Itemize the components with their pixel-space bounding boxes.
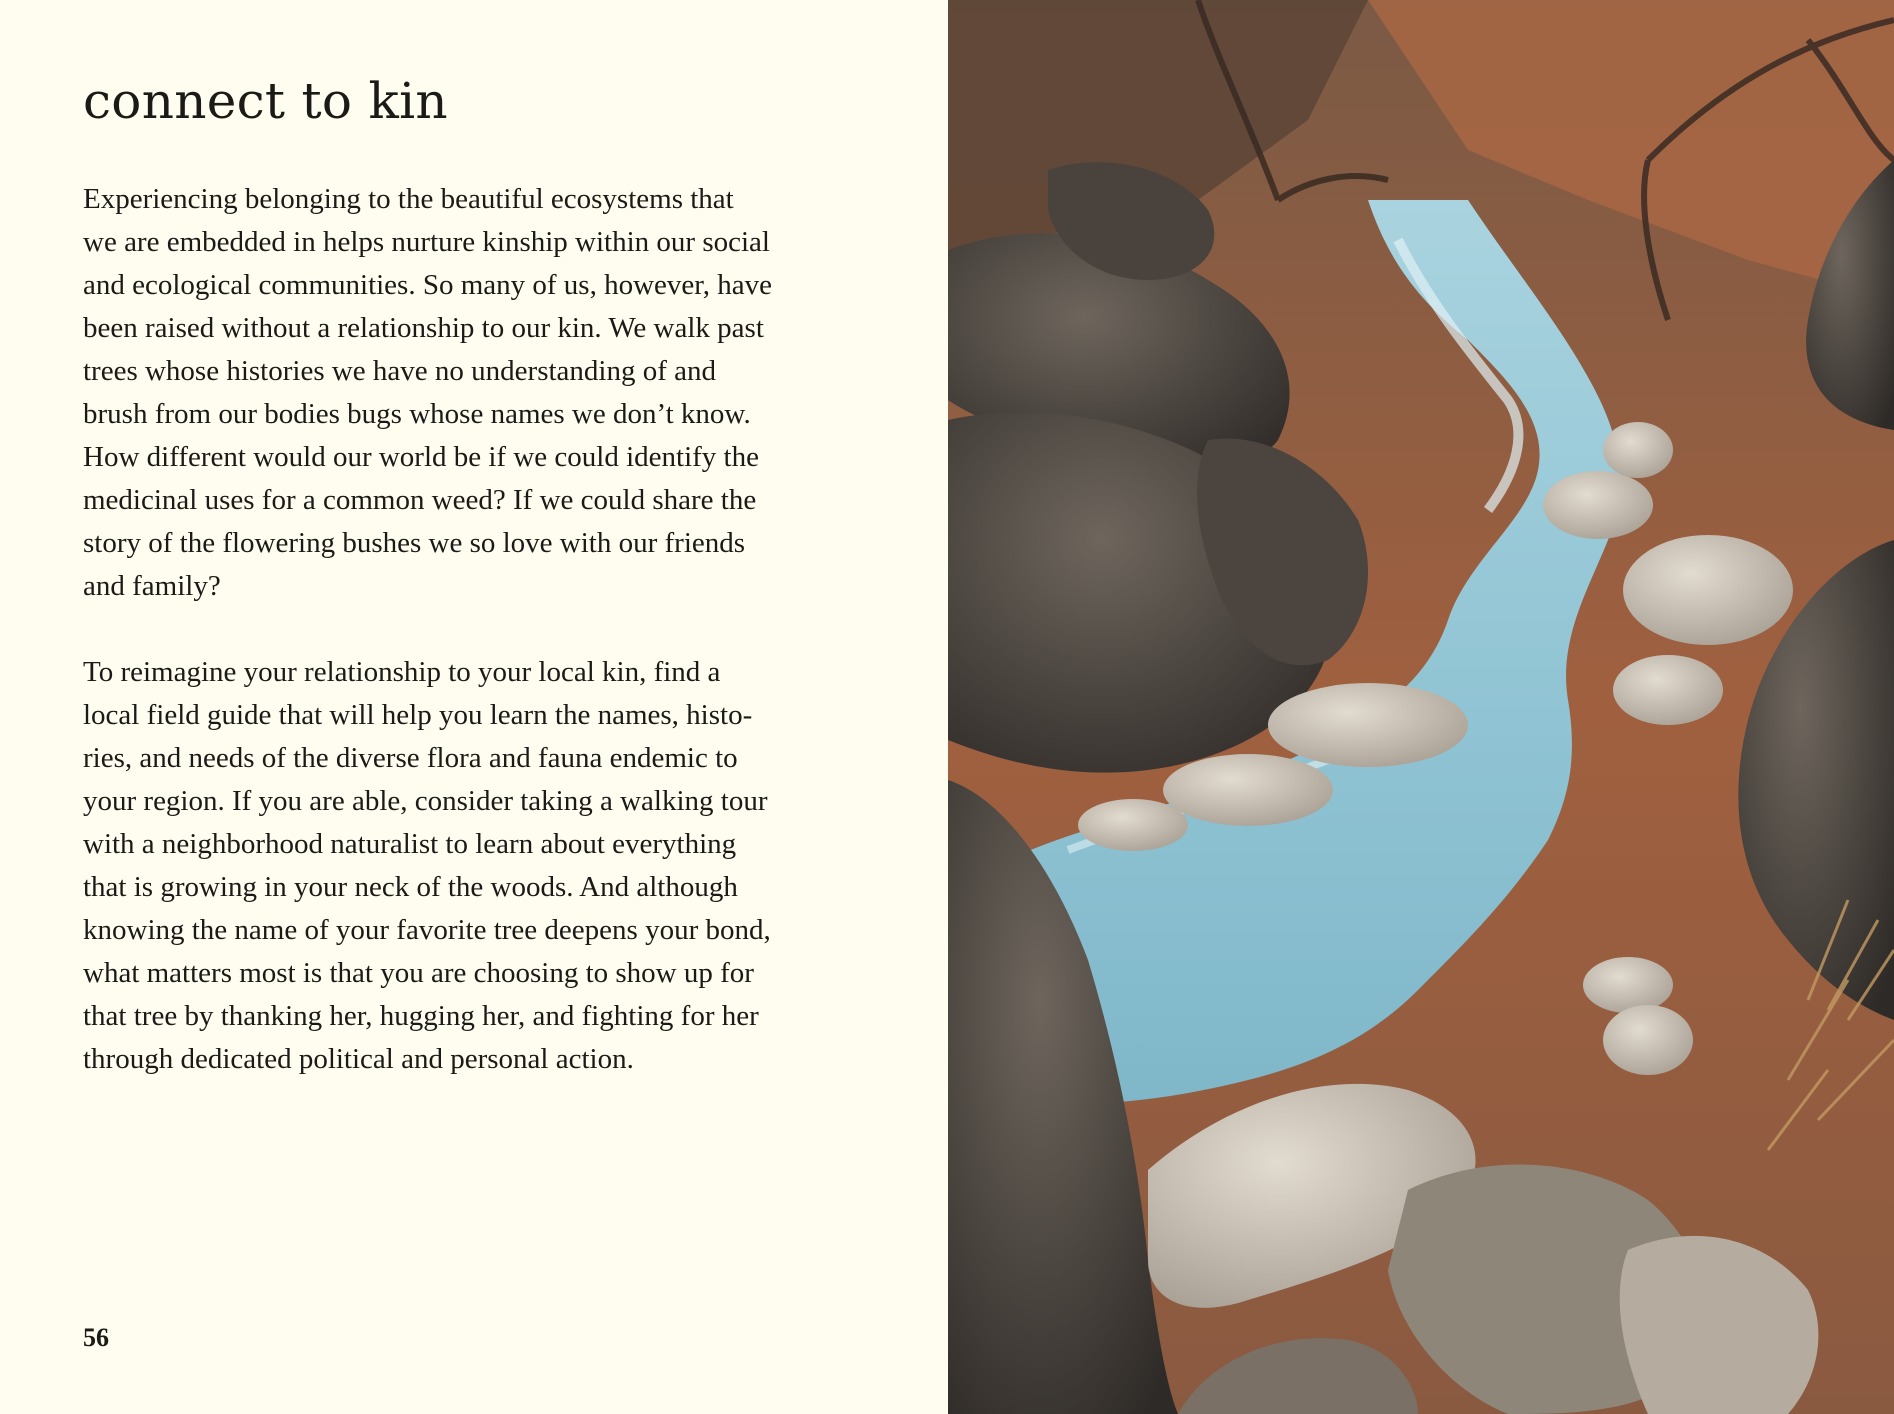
paragraph-2 [83, 651, 883, 1081]
stone [1623, 535, 1793, 645]
stone [1603, 422, 1673, 478]
text-line: brush from our bodies bugs whose names we don’t know. [83, 398, 751, 430]
stone [1583, 957, 1673, 1013]
stone [1613, 655, 1723, 725]
paragraph-1 [83, 178, 883, 608]
body-text [83, 178, 883, 1081]
text-line: that is growing in your neck of the woods. And although [83, 871, 738, 903]
text-line: To reimagine your relationship to your local kin, find a [83, 656, 721, 688]
text-line: that tree by thanking her, hugging her, and fighting for her [83, 1000, 759, 1032]
text-line: through dedicated political and personal action. [83, 1043, 634, 1075]
stone [1163, 754, 1333, 826]
text-line: ries, and needs of the diverse flora and fauna endemic to [83, 742, 738, 774]
text-line: your region. If you are able, consider taking a walking tour [83, 785, 768, 817]
page-title: connect to kin [83, 72, 448, 130]
text-line: knowing the name of your favorite tree deepens your bond, [83, 914, 771, 946]
text-line: we are embedded in helps nurture kinship within our social [83, 226, 770, 258]
river-photo [948, 0, 1894, 1414]
text-line: with a neighborhood naturalist to learn about everything [83, 828, 737, 860]
text-line: trees whose histories we have no understanding of and [83, 355, 717, 387]
text-line: local field guide that will help you learn the names, histo- [83, 699, 753, 731]
text-line: been raised without a relationship to our kin. We walk past [83, 312, 764, 344]
stone [1543, 471, 1653, 539]
stone [1603, 1005, 1693, 1075]
text-line: story of the flowering bushes we so love with our friends [83, 527, 746, 559]
text-line: How different would our world be if we could identify the [83, 441, 759, 473]
text-line: what matters most is that you are choosing to show up for [83, 957, 754, 989]
text-line: and family? [83, 570, 221, 602]
stone [1078, 799, 1188, 851]
text-line: and ecological communities. So many of us, however, have [83, 269, 773, 301]
stone [1268, 683, 1468, 767]
paragraph-gap [83, 608, 883, 651]
page-number: 56 [83, 1323, 109, 1352]
text-line: Experiencing belonging to the beautiful ecosystems that [83, 183, 734, 215]
text-line: medicinal uses for a common weed? If we could share the [83, 484, 757, 516]
river-photo-illustration [948, 0, 1894, 1414]
